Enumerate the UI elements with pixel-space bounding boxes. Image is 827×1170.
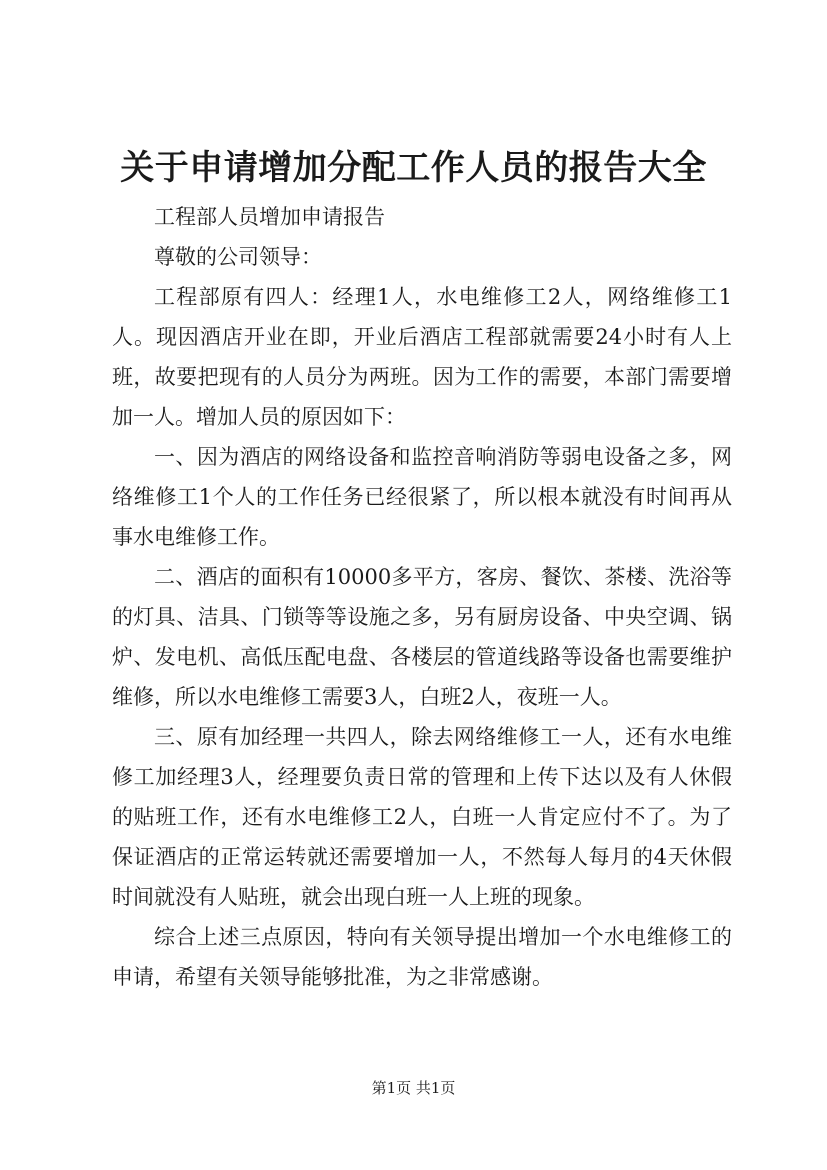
document-body (112, 197, 732, 997)
report-subtitle: 工程部人员增加申请报告 (154, 205, 385, 229)
document-title: 关于申请增加分配工作人员的报告大全 (120, 148, 707, 188)
reason-three-paragraph: 三、原有加经理一共四人，除去网络维修工一人，还有水电维修工加经理3人，经理要负责日常的管理和上传下达以及有人休假的贴班工作，还有水电维修工2人，白班一人肯定应付不了。为了保证酒店的正常运转就还需要增加一人，不然每人每月的4天休假时间就没有人贴班，就会出现白班一人上班的现象。 (112, 725, 732, 909)
conclusion-paragraph: 综合上述三点原因，特向有关领导提出增加一个水电维修工的申请，希望有关领导能够批准，为之非常感谢。 (112, 925, 732, 989)
page-number-footer: 第1页 共1页 (371, 1079, 456, 1097)
reason-two-paragraph: 二、酒店的面积有10000多平方，客房、餐饮、茶楼、洗浴等的灯具、洁具、门锁等等设施之多，另有厨房设备、中央空调、锅炉、发电机、高低压配电盘、各楼层的管道线路等设备也需要维护维修，所以水电维修工需要3人，白班2人，夜班一人。 (112, 565, 732, 709)
reason-one-paragraph: 一、因为酒店的网络设备和监控音响消防等弱电设备之多，网络维修工1个人的工作任务已经很紧了，所以根本就没有时间再从事水电维修工作。 (112, 445, 732, 549)
body-paragraph: 工程部原有四人：经理1人，水电维修工2人，网络维修工1人。现因酒店开业在即，开业后酒店工程部就需要24小时有人上班，故要把现有的人员分为两班。因为工作的需要，本部门需要增加一人。增加人员的原因如下： (112, 285, 732, 429)
salutation: 尊敬的公司领导： (154, 245, 322, 269)
